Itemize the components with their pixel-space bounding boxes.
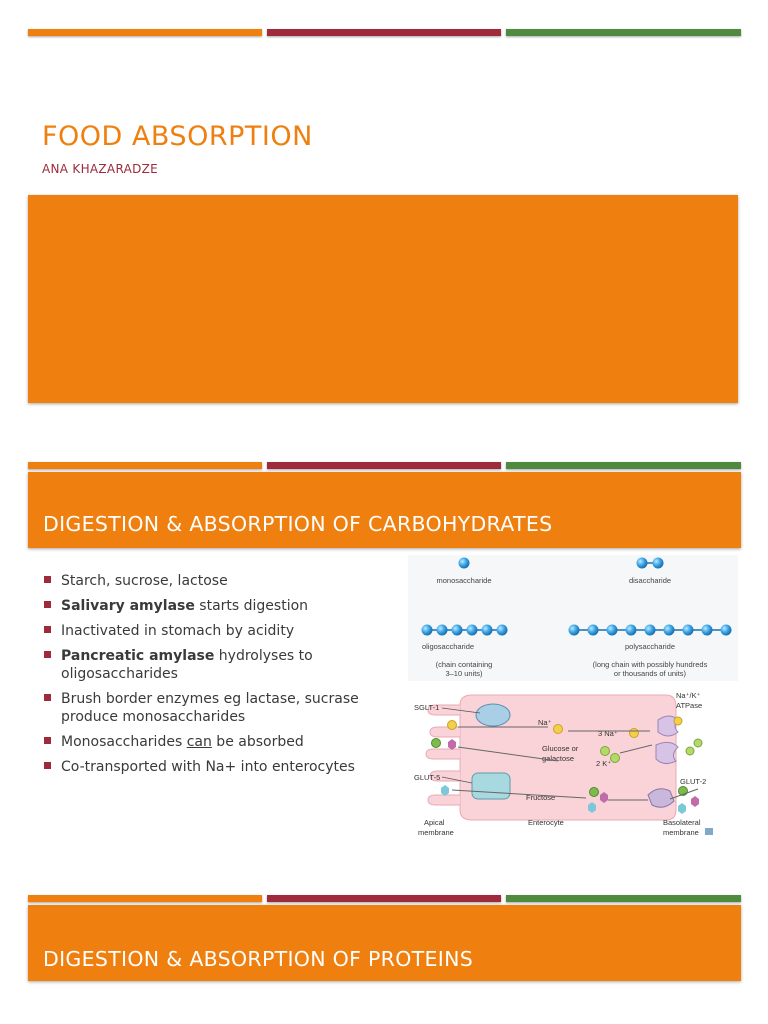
polysaccharide-note-1: (long chain with possibly hundreds — [592, 660, 708, 669]
bullet-text: starts digestion — [194, 598, 309, 614]
galactose-molecule-icon — [691, 796, 699, 807]
bullet-square-icon — [44, 601, 51, 608]
slide2-top-bars — [28, 462, 741, 469]
sodium-ion-icon — [554, 725, 563, 734]
disaccharide-bead — [653, 558, 664, 569]
carbohydrate-absorption-diagram — [408, 555, 738, 840]
fructose-molecule-icon — [678, 803, 686, 814]
bullet-item — [44, 622, 379, 640]
slide1-subtitle: ANA KHAZARADZE — [42, 162, 159, 176]
bullet-bold-text: Salivary amylase — [61, 598, 195, 614]
oligosaccharide-note-2: 3–10 units) — [445, 669, 483, 678]
bullet-text: Monosaccharides — [61, 734, 187, 750]
slide1-top-bars — [28, 29, 741, 36]
atpase-label-2: ATPase — [676, 701, 703, 710]
slide2-bullet-list — [44, 572, 379, 783]
apical-label-2: membrane — [418, 828, 454, 837]
orange-bar — [28, 462, 262, 469]
bullet-square-icon — [44, 626, 51, 633]
red-bar — [267, 29, 501, 36]
glucose-molecule-icon — [590, 788, 599, 797]
green-bar — [506, 895, 741, 902]
bullet-item — [44, 733, 379, 751]
potassium-ion-icon — [601, 747, 610, 756]
glut5-label: GLUT-5 — [414, 773, 441, 782]
bullet-square-icon — [44, 762, 51, 769]
fructose-molecule-icon — [441, 785, 449, 796]
bullet-square-icon — [44, 576, 51, 583]
slide1-title: FOOD ABSORPTION — [42, 121, 313, 152]
bullet-text: Inactivated in stomach by acidity — [61, 623, 295, 639]
bullet-item — [44, 647, 379, 683]
monosaccharide-bead — [459, 558, 470, 569]
bullet-text: be absorbed — [211, 734, 304, 750]
bullet-square-icon — [44, 737, 51, 744]
bullet-item — [44, 690, 379, 726]
oligosaccharide-label: oligosaccharide — [421, 642, 475, 651]
enterocyte-label: Enterocyte — [528, 818, 564, 827]
red-bar — [267, 462, 501, 469]
green-bar — [506, 29, 741, 36]
bullet-underlined-text: can — [186, 734, 212, 750]
sglt1-label: SGLT-1 — [414, 703, 440, 712]
glut5-transporter — [472, 773, 510, 799]
slide2-header-band — [28, 472, 741, 548]
polysaccharide-note-2: or thousands of units) — [613, 669, 687, 678]
sodium-ion-icon — [448, 721, 457, 730]
sodium-ion-icon — [630, 729, 639, 738]
potassium-ion-icon — [686, 747, 694, 755]
sodium-ion-icon — [674, 717, 682, 725]
three-na-label: 3 Na⁺ — [598, 729, 618, 738]
green-bar — [506, 462, 741, 469]
slide3-header-band — [28, 905, 741, 981]
apical-label-1: Apical — [424, 818, 445, 827]
disaccharide-bead — [637, 558, 648, 569]
glut2-transporter — [648, 789, 674, 808]
bullet-square-icon — [44, 694, 51, 701]
bullet-text: hydrolyses to oligosaccharides — [61, 648, 313, 682]
disaccharide-label: disaccharide — [628, 576, 672, 585]
bullet-text: Brush border enzymes eg lactase, sucrase produce monosaccharides — [61, 691, 359, 725]
bullet-bold-text: Pancreatic amylase — [61, 648, 215, 664]
na-label: Na⁺ — [538, 718, 552, 727]
two-k-label: 2 K⁺ — [596, 759, 612, 768]
polysaccharide-chain — [569, 625, 732, 636]
atpase-label-1: Na⁺/K⁺ — [676, 691, 701, 700]
source-mark-icon — [705, 828, 713, 835]
orange-bar — [28, 29, 262, 36]
slide3-top-bars — [28, 895, 741, 902]
oligosaccharide-note-1: (chain containing — [435, 660, 493, 669]
basolateral-label-1: Basolateral — [663, 818, 701, 827]
bullet-item — [44, 758, 379, 776]
polysaccharide-label: polysaccharide — [624, 642, 676, 651]
basolateral-label-2: membrane — [663, 828, 699, 837]
bullet-text: Starch, sucrose, lactose — [61, 573, 228, 589]
bullet-item — [44, 597, 379, 615]
fructose-label: Fructose — [526, 793, 556, 802]
diagram-svg — [408, 555, 738, 840]
glucose-label-2: galactose — [542, 754, 575, 763]
glucose-molecule-icon — [432, 739, 441, 748]
potassium-ion-icon — [694, 739, 702, 747]
slide1-orange-block — [28, 195, 738, 403]
glucose-label-1: Glucose or — [542, 744, 579, 753]
bullet-item — [44, 572, 379, 590]
galactose-molecule-icon — [448, 739, 456, 750]
monosaccharide-label: monosaccharide — [436, 576, 492, 585]
glut2-label: GLUT-2 — [680, 777, 707, 786]
slide2-title: DIGESTION & ABSORPTION OF CARBOHYDRATES — [43, 512, 553, 536]
red-bar — [267, 895, 501, 902]
potassium-ion-icon — [611, 754, 620, 763]
sglt1-transporter — [476, 704, 510, 726]
orange-bar — [28, 895, 262, 902]
slide3-title: DIGESTION & ABSORPTION OF PROTEINS — [43, 947, 474, 971]
bullet-text: Co-transported with Na+ into enterocytes — [61, 759, 355, 775]
bullet-square-icon — [44, 651, 51, 658]
